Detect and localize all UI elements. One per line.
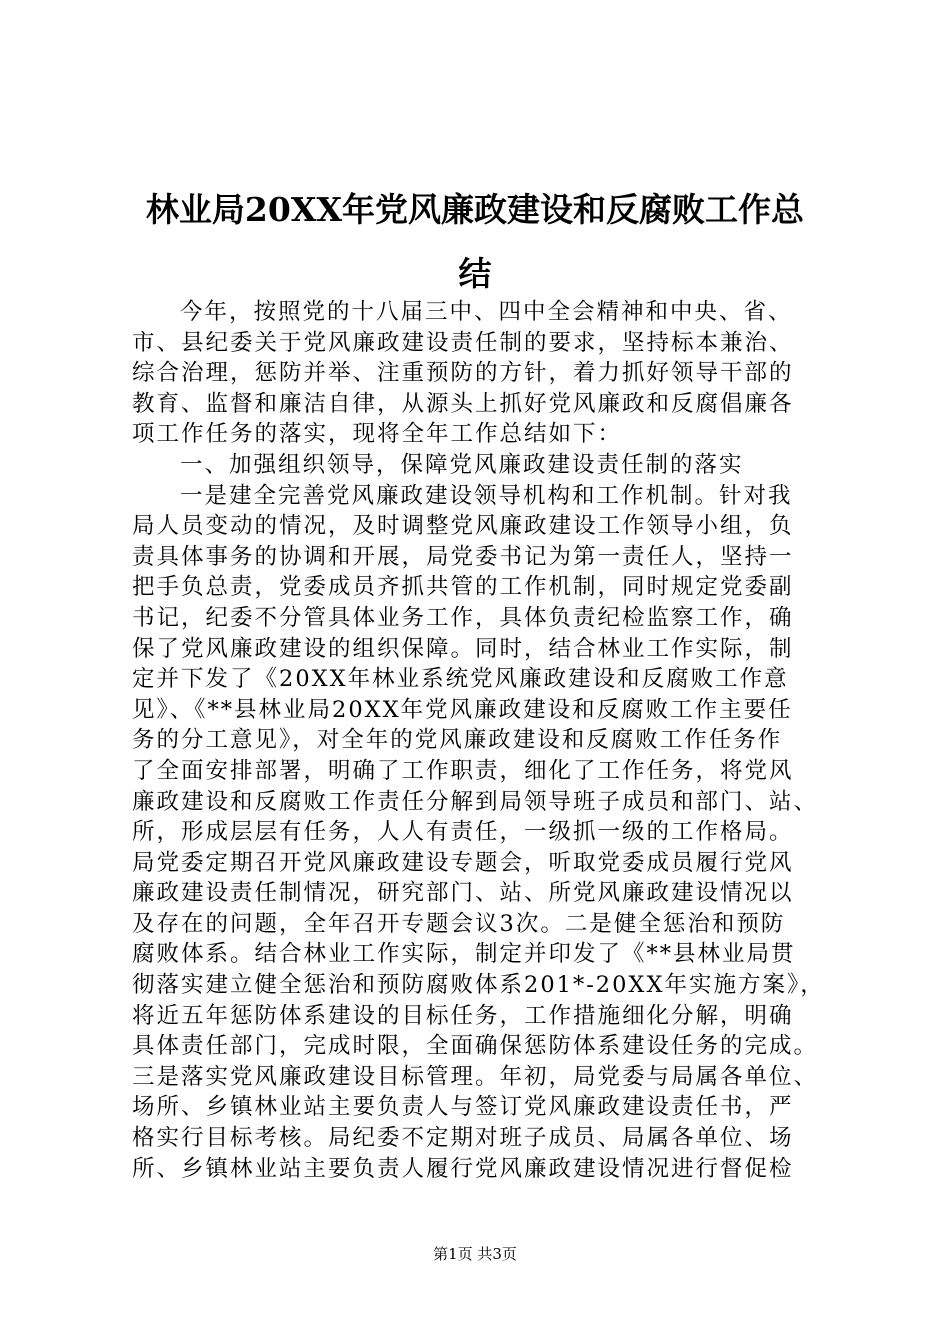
body-line: 具体责任部门，完成时限，全面确保惩防体系建设任务的完成。 <box>132 1033 819 1060</box>
body-line: 教育、监督和廉洁自律，从源头上抓好党风廉政和反腐倡廉各 <box>132 390 794 417</box>
body-line: 书记，纪委不分管具体业务工作，具体负责纪检监察工作，确 <box>132 604 794 631</box>
body-line: 市、县纪委关于党风廉政建设责任制的要求，坚持标本兼治、 <box>132 329 794 356</box>
body-line: 所、乡镇林业站主要负责人履行党风廉政建设情况进行督促检 <box>132 1155 794 1182</box>
body-line: 综合治理，惩防并举、注重预防的方针，着力抓好领导干部的 <box>132 360 794 387</box>
body-line: 腐败体系。结合林业工作实际，制定并印发了《**县林业局贯 <box>132 941 796 968</box>
body-line: 保了党风廉政建设的组织保障。同时，结合林业工作实际，制 <box>132 635 794 662</box>
body-line: 定并下发了《20XX年林业系统党风廉政建设和反腐败工作意 <box>132 666 789 693</box>
body-line: 所，形成层层有任务，人人有责任，一级抓一级的工作格局。 <box>132 819 794 846</box>
body-line: 局党委定期召开党风廉政建设专题会，听取党委成员履行党风 <box>132 849 794 876</box>
body-line: 责具体事务的协调和开展，局党委书记为第一责任人，坚持一 <box>132 543 794 570</box>
body-line: 项工作任务的落实，现将全年工作总结如下： <box>132 421 623 448</box>
body-line: 三是落实党风廉政建设目标管理。年初，局党委与局属各单位、 <box>132 1063 819 1090</box>
section-heading: 一、加强组织领导，保障党风廉政建设责任制的落实 <box>180 451 744 478</box>
body-line: 务的分工意见》，对全年的党风廉政建设和反腐败工作任务作 <box>132 727 783 754</box>
body-line: 一是建全完善党风廉政建设领导机构和工作机制。针对我 <box>180 482 793 509</box>
body-line: 场所、乡镇林业站主要负责人与签订党风廉政建设责任书，严 <box>132 1094 794 1121</box>
body-line: 见》、《**县林业局20XX年党风廉政建设和反腐败工作主要任 <box>132 696 793 723</box>
body-line: 彻落实建立健全惩治和预防腐败体系201*-20XX年实施方案》， <box>132 972 825 999</box>
document-title-line-2: 结 <box>458 254 492 293</box>
document-title-line-1: 林业局20XX年党风廉政建设和反腐败工作总 <box>145 190 805 229</box>
page-number-footer: 第1页 共3页 <box>433 1245 517 1263</box>
body-line: 格实行目标考核。局纪委不定期对班子成员、局属各单位、场 <box>132 1125 794 1152</box>
body-line: 把手负总责，党委成员齐抓共管的工作机制，同时规定党委副 <box>132 574 794 601</box>
body-line: 廉政建设和反腐败工作责任分解到局领导班子成员和部门、站、 <box>132 788 819 815</box>
body-line: 将近五年惩防体系建设的目标任务，工作措施细化分解，明确 <box>132 1002 794 1029</box>
body-line: 局人员变动的情况，及时调整党风廉政建设工作领导小组，负 <box>132 513 794 540</box>
document-body <box>132 297 852 1184</box>
body-line: 廉政建设责任制情况，研究部门、站、所党风廉政建设情况以 <box>132 880 794 907</box>
body-line: 及存在的问题，全年召开专题会议3次。二是健全惩治和预防 <box>132 910 786 937</box>
body-line: 今年，按照党的十八届三中、四中全会精神和中央、省、 <box>180 299 793 325</box>
body-line: 了全面安排部署，明确了工作职责，细化了工作任务，将党风 <box>132 757 794 784</box>
